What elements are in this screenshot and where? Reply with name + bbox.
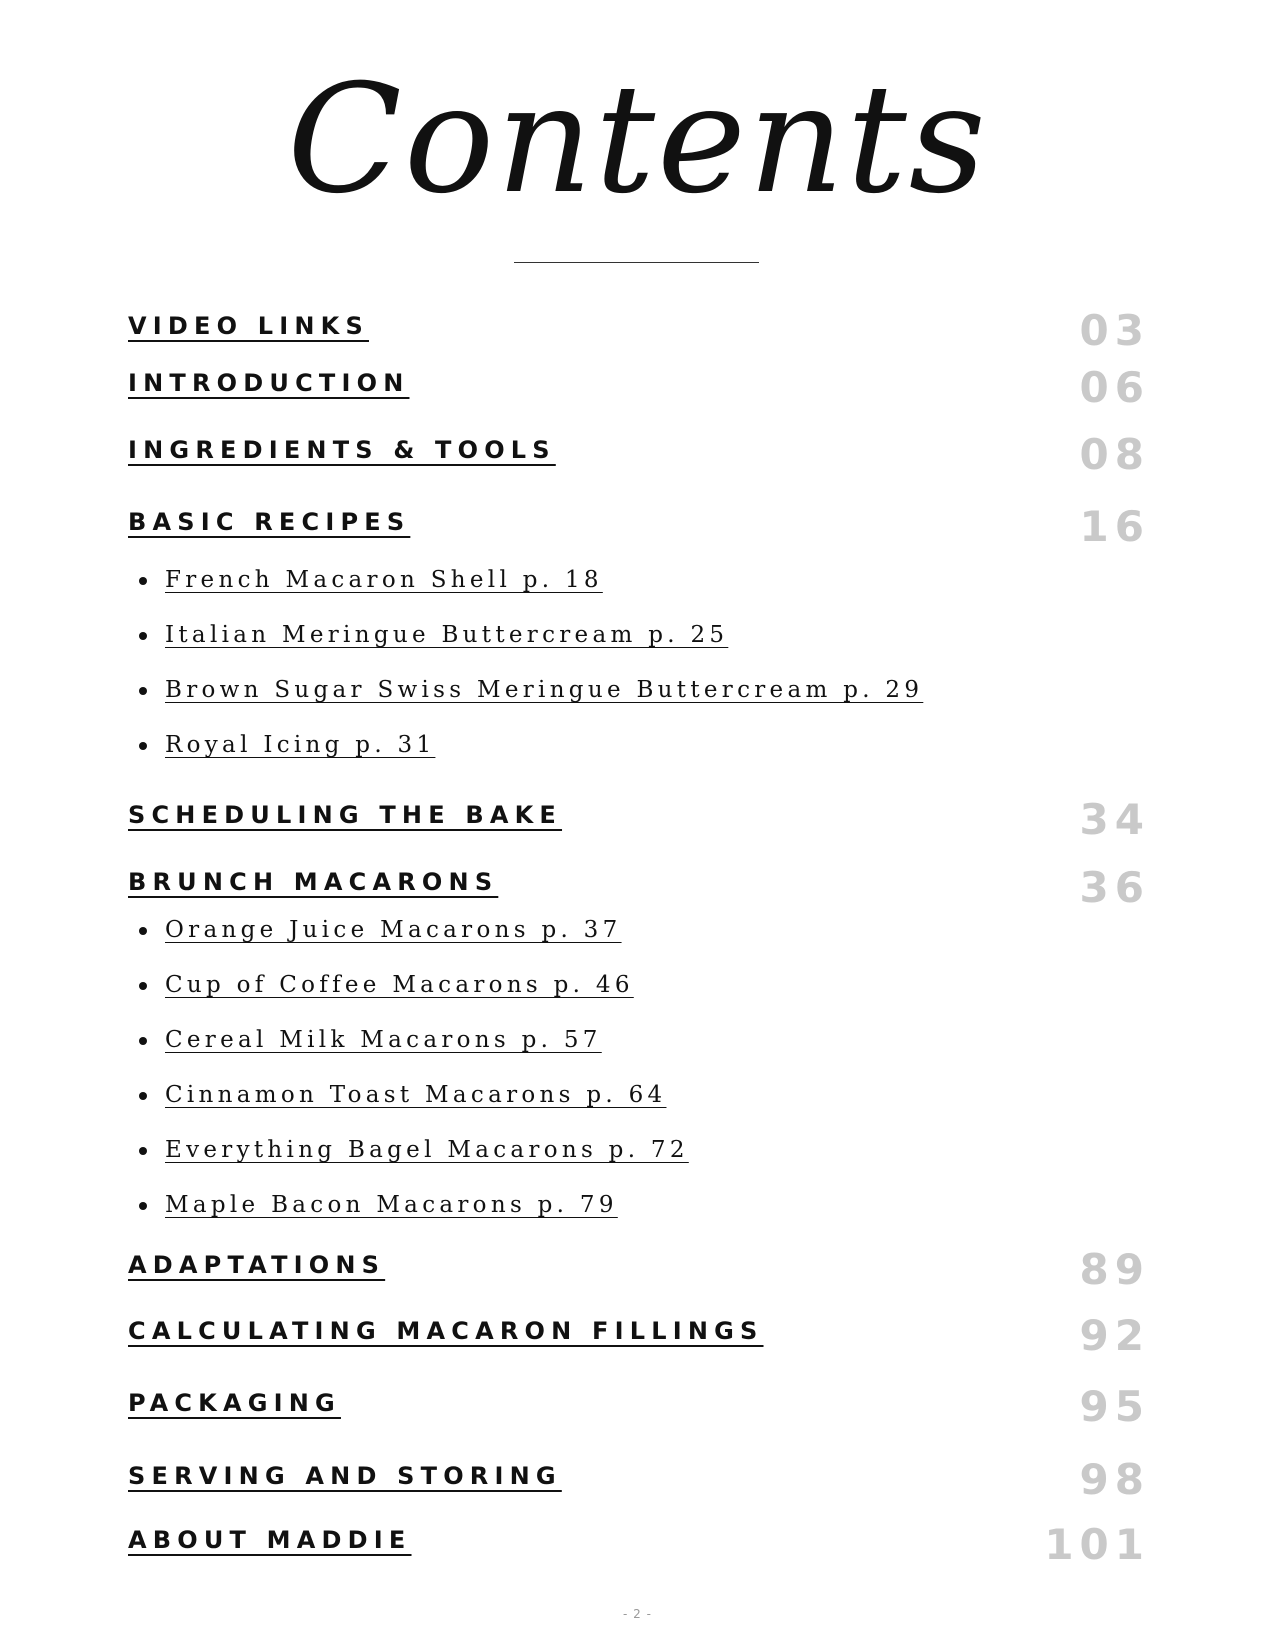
toc-page-number: 36	[1079, 863, 1150, 912]
title-divider	[514, 262, 759, 263]
bullet-icon	[139, 1092, 147, 1100]
toc-sublink[interactable]: French Macaron Shell p. 18	[165, 567, 603, 593]
bullet-icon	[139, 687, 147, 695]
toc-link-ingredients-tools[interactable]: INGREDIENTS & TOOLS	[128, 436, 556, 464]
toc-sublink[interactable]: Maple Bacon Macarons p. 79	[165, 1192, 618, 1218]
bullet-icon	[139, 742, 147, 750]
toc-sublink[interactable]: Italian Meringue Buttercream p. 25	[165, 622, 729, 648]
bullet-icon	[139, 1202, 147, 1210]
page-footer: - 2 -	[623, 1607, 652, 1621]
toc-sublink[interactable]: Cinnamon Toast Macarons p. 64	[165, 1082, 667, 1108]
bullet-icon	[139, 927, 147, 935]
toc-page-number: 16	[1079, 502, 1150, 551]
toc-page-number: 03	[1079, 306, 1150, 355]
toc-link-adaptations[interactable]: ADAPTATIONS	[128, 1251, 386, 1279]
bullet-icon	[139, 577, 147, 585]
bullet-icon	[139, 1037, 147, 1045]
toc-link-brunch-macarons[interactable]: BRUNCH MACARONS	[128, 868, 499, 896]
toc-link-basic-recipes[interactable]: BASIC RECIPES	[128, 508, 411, 536]
bullet-icon	[139, 1147, 147, 1155]
toc-sublink[interactable]: Everything Bagel Macarons p. 72	[165, 1137, 689, 1163]
toc-link-packaging[interactable]: PACKAGING	[128, 1389, 341, 1417]
toc-page-number: 34	[1079, 795, 1150, 844]
toc-page-number: 08	[1079, 430, 1150, 479]
toc-page-number: 95	[1079, 1382, 1150, 1431]
toc-page-number: 98	[1079, 1455, 1150, 1504]
toc-sublink[interactable]: Brown Sugar Swiss Meringue Buttercream p. 29	[165, 677, 924, 703]
toc-link-scheduling-the-bake[interactable]: SCHEDULING THE BAKE	[128, 801, 563, 829]
toc-page-number: 101	[1044, 1520, 1150, 1569]
toc-page-number: 92	[1079, 1311, 1150, 1360]
page-title: Contents	[287, 53, 988, 227]
bullet-icon	[139, 982, 147, 990]
toc-page-number: 89	[1079, 1245, 1150, 1294]
toc-page-number: 06	[1079, 363, 1150, 412]
toc-link-calculating-macaron-fillings[interactable]: CALCULATING MACARON FILLINGS	[128, 1317, 764, 1345]
toc-sublink[interactable]: Royal Icing p. 31	[165, 732, 436, 758]
toc-sublink[interactable]: Cereal Milk Macarons p. 57	[165, 1027, 602, 1053]
toc-sublink[interactable]: Cup of Coffee Macarons p. 46	[165, 972, 634, 998]
toc-link-introduction[interactable]: INTRODUCTION	[128, 369, 410, 397]
toc-link-serving-and-storing[interactable]: SERVING AND STORING	[128, 1462, 562, 1490]
bullet-icon	[139, 632, 147, 640]
toc-link-about-maddie[interactable]: ABOUT MADDIE	[128, 1526, 412, 1554]
toc-sublink[interactable]: Orange Juice Macarons p. 37	[165, 917, 622, 943]
toc-link-video-links[interactable]: VIDEO LINKS	[128, 312, 369, 340]
